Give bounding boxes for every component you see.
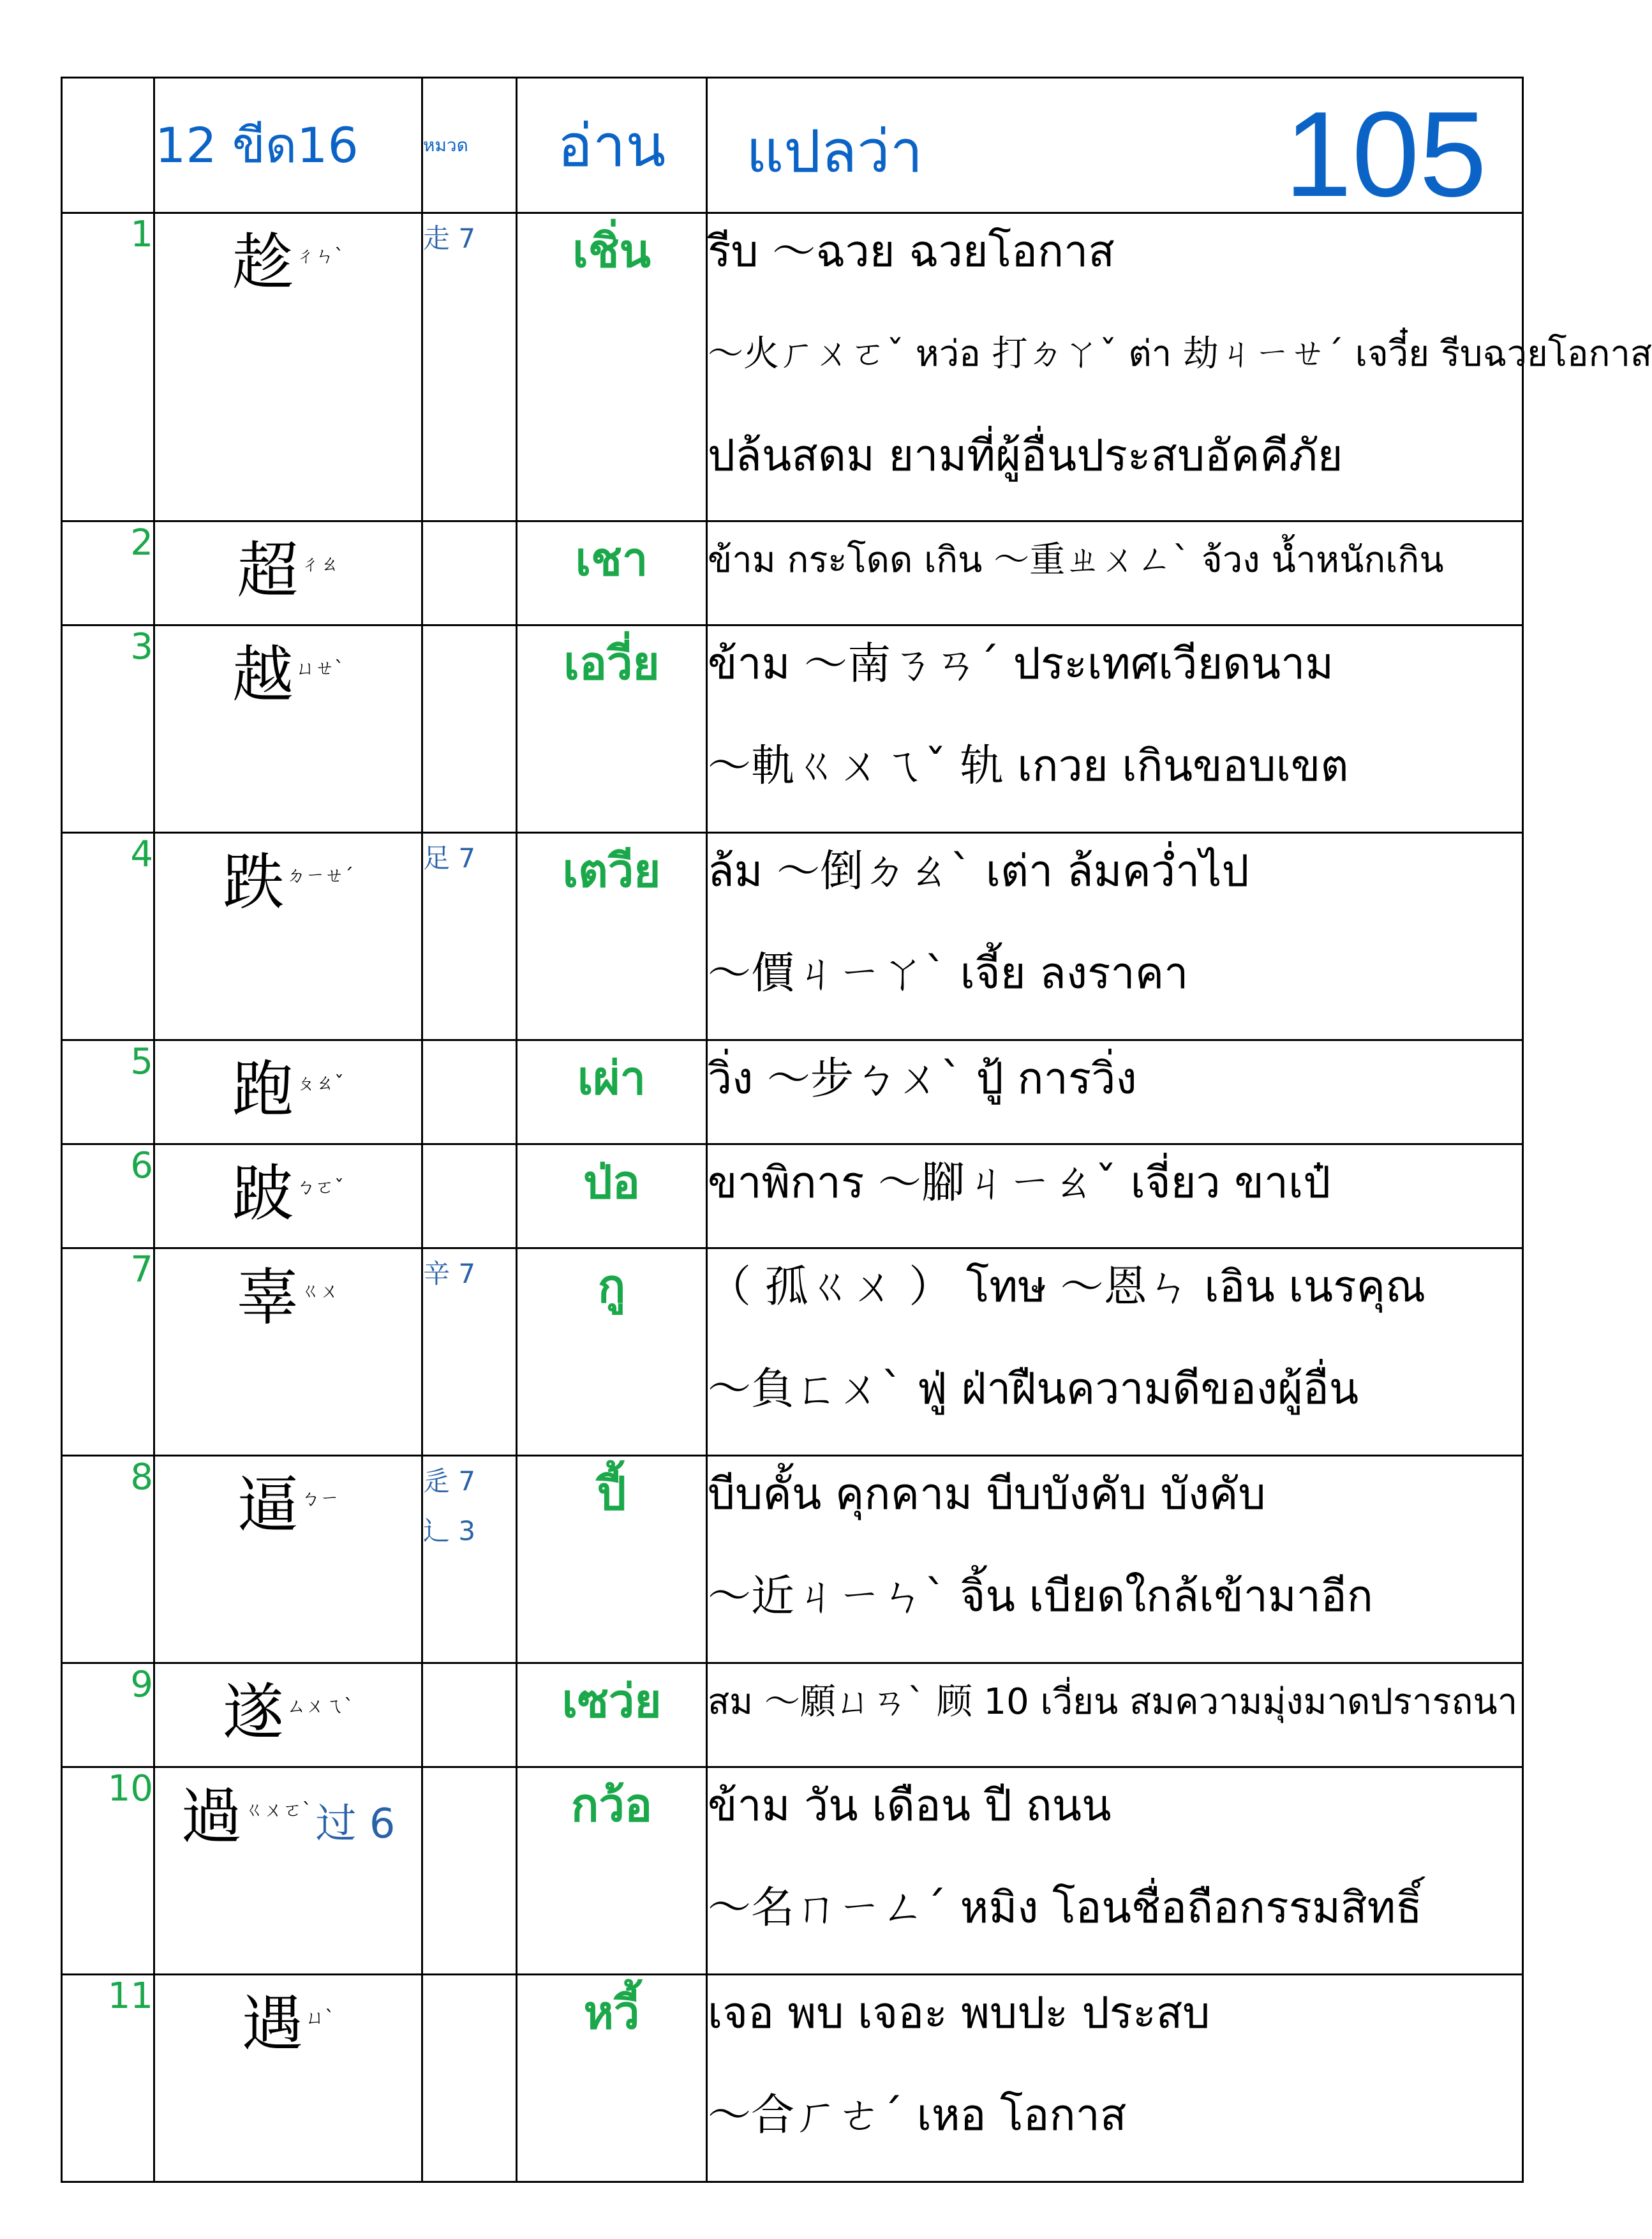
table-row [62, 1975, 1523, 2182]
entry-character [154, 1456, 422, 1663]
hanzi: 遂 [223, 1677, 284, 1748]
meaning-line: ～火ㄏㄨㄛˇ หว่อ 打ㄉㄚˇ ต่า 劫ㄐㄧㄝˊ เจวี๋ย รีบฉวยโอกาส [708, 333, 1652, 375]
entry-character [154, 1040, 422, 1144]
entry-reading: เชา [517, 521, 707, 625]
entry-number: 10 [62, 1767, 154, 1975]
hanzi: 遇 [242, 1988, 303, 2060]
entry-character [154, 1144, 422, 1248]
meaning-line: รีบ ～ฉวย ฉวยโอกาส [708, 227, 1115, 277]
entry-radical [422, 1144, 517, 1248]
header-meaning-cell [707, 78, 1523, 222]
entry-reading: เตวีย [517, 833, 707, 1040]
entry-number: 6 [62, 1144, 154, 1248]
table-row [62, 521, 1523, 625]
meaning-line: ～負ㄈㄨˋ ฟู่ ฝ่าฝืนความดีของผู้อื่น [708, 1364, 1359, 1414]
meaning-line: ～軌ㄍㄨㄟˇ 轨 เกวย เกินขอบเขต [708, 741, 1349, 791]
page-number: 105 [1284, 87, 1487, 222]
entry-character [154, 1975, 422, 2182]
entry-character [154, 1248, 422, 1456]
zhuyin: ㄉㄧㄝˊ [286, 865, 353, 887]
entry-radical [422, 521, 517, 625]
meaning-line: ล้ม ～倒ㄉㄠˋ เต่า ล้มคว่ำไป [708, 846, 1249, 897]
entry-number: 1 [62, 213, 154, 521]
entry-reading: ปี้ [517, 1456, 707, 1663]
meaning-line: ปล้นสดม ยามที่ผู้อื่นประสบอัคคีภัย [708, 431, 1343, 481]
zhuyin: ㄍㄨ [301, 1280, 339, 1303]
zhuyin: ㄍㄨㄛˋ [244, 1799, 312, 1822]
hanzi: 逼 [237, 1469, 299, 1541]
header-radical: หมวด [422, 78, 517, 213]
entry-meaning [707, 213, 1652, 521]
entry-radical: 走 7 [422, 213, 517, 521]
entry-meaning [707, 625, 1523, 833]
table-row [62, 1456, 1523, 1663]
entry-reading: ป่อ [517, 1144, 707, 1248]
header-meaning: แปลว่า [746, 117, 923, 186]
entry-number: 5 [62, 1040, 154, 1144]
hanzi: 跛 [232, 1158, 294, 1229]
entry-character [154, 213, 422, 521]
entry-radical [422, 1975, 517, 2182]
entry-meaning [707, 521, 1523, 625]
meaning-line: ～價ㄐㄧㄚˋ เจี้ย ลงราคา [708, 948, 1189, 999]
hanzi: 過 [181, 1781, 242, 1852]
header-reading: อ่าน [517, 78, 707, 213]
entry-meaning [707, 1767, 1523, 1975]
meaning-line: วิ่ง ～步ㄅㄨˋ ปู้ การวิ่ง [708, 1054, 1137, 1104]
zhuyin: ㄅㄧ [301, 1488, 339, 1510]
entry-character [154, 521, 422, 625]
entry-number: 2 [62, 521, 154, 625]
header-strokes: 12 ขีด16 [154, 78, 422, 213]
header-number-cell [62, 78, 154, 213]
hanzi: 跑 [232, 1054, 294, 1125]
entry-reading: เซว่ย [517, 1663, 707, 1767]
meaning-line: เจอ พบ เจอะ พบปะ ประสบ [708, 1988, 1210, 2039]
meaning-line: ～名ㄇㄧㄥˊ หมิง โอนชื่อถือกรรมสิทธิ์ [708, 1883, 1422, 1933]
hanzi: 越 [232, 639, 294, 710]
entry-meaning [707, 1975, 1523, 2182]
entry-number: 7 [62, 1248, 154, 1456]
dictionary-table [61, 77, 1652, 2183]
table-row [62, 833, 1523, 1040]
zhuyin: ㄆㄠˇ [296, 1072, 344, 1095]
entry-reading: หวี้ [517, 1975, 707, 2182]
meaning-line: ข้าม วัน เดือน ปี ถนน [708, 1781, 1112, 1831]
entry-character [154, 833, 422, 1040]
meaning-line: ข้าม ～南ㄋㄢˊ ประเทศเวียดนาม [708, 639, 1334, 689]
header-row [62, 78, 1523, 213]
meaning-line: บีบคั้น คุกคาม บีบบังคับ บังคับ [708, 1469, 1266, 1520]
entry-radical [422, 1767, 517, 1975]
entries [62, 213, 1652, 2182]
entry-character [154, 1767, 422, 1975]
entry-meaning [707, 1663, 1523, 1767]
entry-number: 4 [62, 833, 154, 1040]
entry-number: 11 [62, 1975, 154, 2182]
hanzi: 跌 [223, 846, 284, 918]
entry-radical: 辵 7 ⻌ 3 [422, 1456, 517, 1663]
zhuyin: ㄙㄨㄟˋ [286, 1695, 353, 1718]
table-row [62, 1248, 1523, 1456]
simplified-form: 过 6 [315, 1801, 396, 1848]
table-row [62, 625, 1523, 833]
entry-meaning [707, 1040, 1523, 1144]
entry-number: 3 [62, 625, 154, 833]
entry-radical [422, 1040, 517, 1144]
hanzi: 超 [237, 535, 299, 606]
table-row [62, 1767, 1523, 1975]
zhuyin: ㄔㄠ [301, 553, 339, 576]
hanzi: 趁 [232, 227, 294, 298]
zhuyin: ㄩㄝˋ [296, 657, 344, 680]
meaning-line: สม ～願ㄩㄢˋ 顾 10 เวี่ยน สมความมุ่งมาดปรารถนา [708, 1681, 1518, 1723]
entry-reading: เชิ่น [517, 213, 707, 521]
table-row [62, 213, 1523, 521]
entry-character [154, 625, 422, 833]
zhuyin: ㄔㄣˋ [296, 245, 344, 267]
entry-radical [422, 1663, 517, 1767]
table-row [62, 1040, 1523, 1144]
table-row [62, 1144, 1523, 1248]
entry-meaning [707, 1456, 1523, 1663]
entry-radical: 辛 7 [422, 1248, 517, 1456]
entry-meaning [707, 833, 1523, 1040]
entry-reading: กว้อ [517, 1767, 707, 1975]
meaning-line: ข้าม กระโดด เกิน ～重ㄓㄨㄥˋ จ้วง น้ำหนักเกิน [708, 539, 1444, 581]
zhuyin: ㄩˋ [306, 2007, 334, 2029]
hanzi: 辜 [237, 1262, 299, 1333]
entry-number: 9 [62, 1663, 154, 1767]
entry-number: 8 [62, 1456, 154, 1663]
meaning-line: （ 孤ㄍㄨ ） โทษ ～恩ㄣ เอิน เนรคุณ [708, 1262, 1426, 1312]
meaning-line: ～近ㄐㄧㄣˋ จิ้น เบียดใกล้เข้ามาอีก [708, 1571, 1373, 1622]
entry-character [154, 1663, 422, 1767]
entry-radical: 足 7 [422, 833, 517, 1040]
entry-meaning [707, 1144, 1523, 1248]
entry-reading: เอวี่ย [517, 625, 707, 833]
entry-radical [422, 625, 517, 833]
meaning-line: ～合ㄏㄜˊ เหอ โอกาส [708, 2090, 1127, 2141]
entry-meaning [707, 1248, 1523, 1456]
meaning-line: ขาพิการ ～腳ㄐㄧㄠˇ เจี่ยว ขาเป๋ [708, 1158, 1331, 1208]
entry-reading: กู [517, 1248, 707, 1456]
entry-reading: เผ่า [517, 1040, 707, 1144]
zhuyin: ㄅㄛˇ [296, 1176, 344, 1199]
table-row [62, 1663, 1523, 1767]
